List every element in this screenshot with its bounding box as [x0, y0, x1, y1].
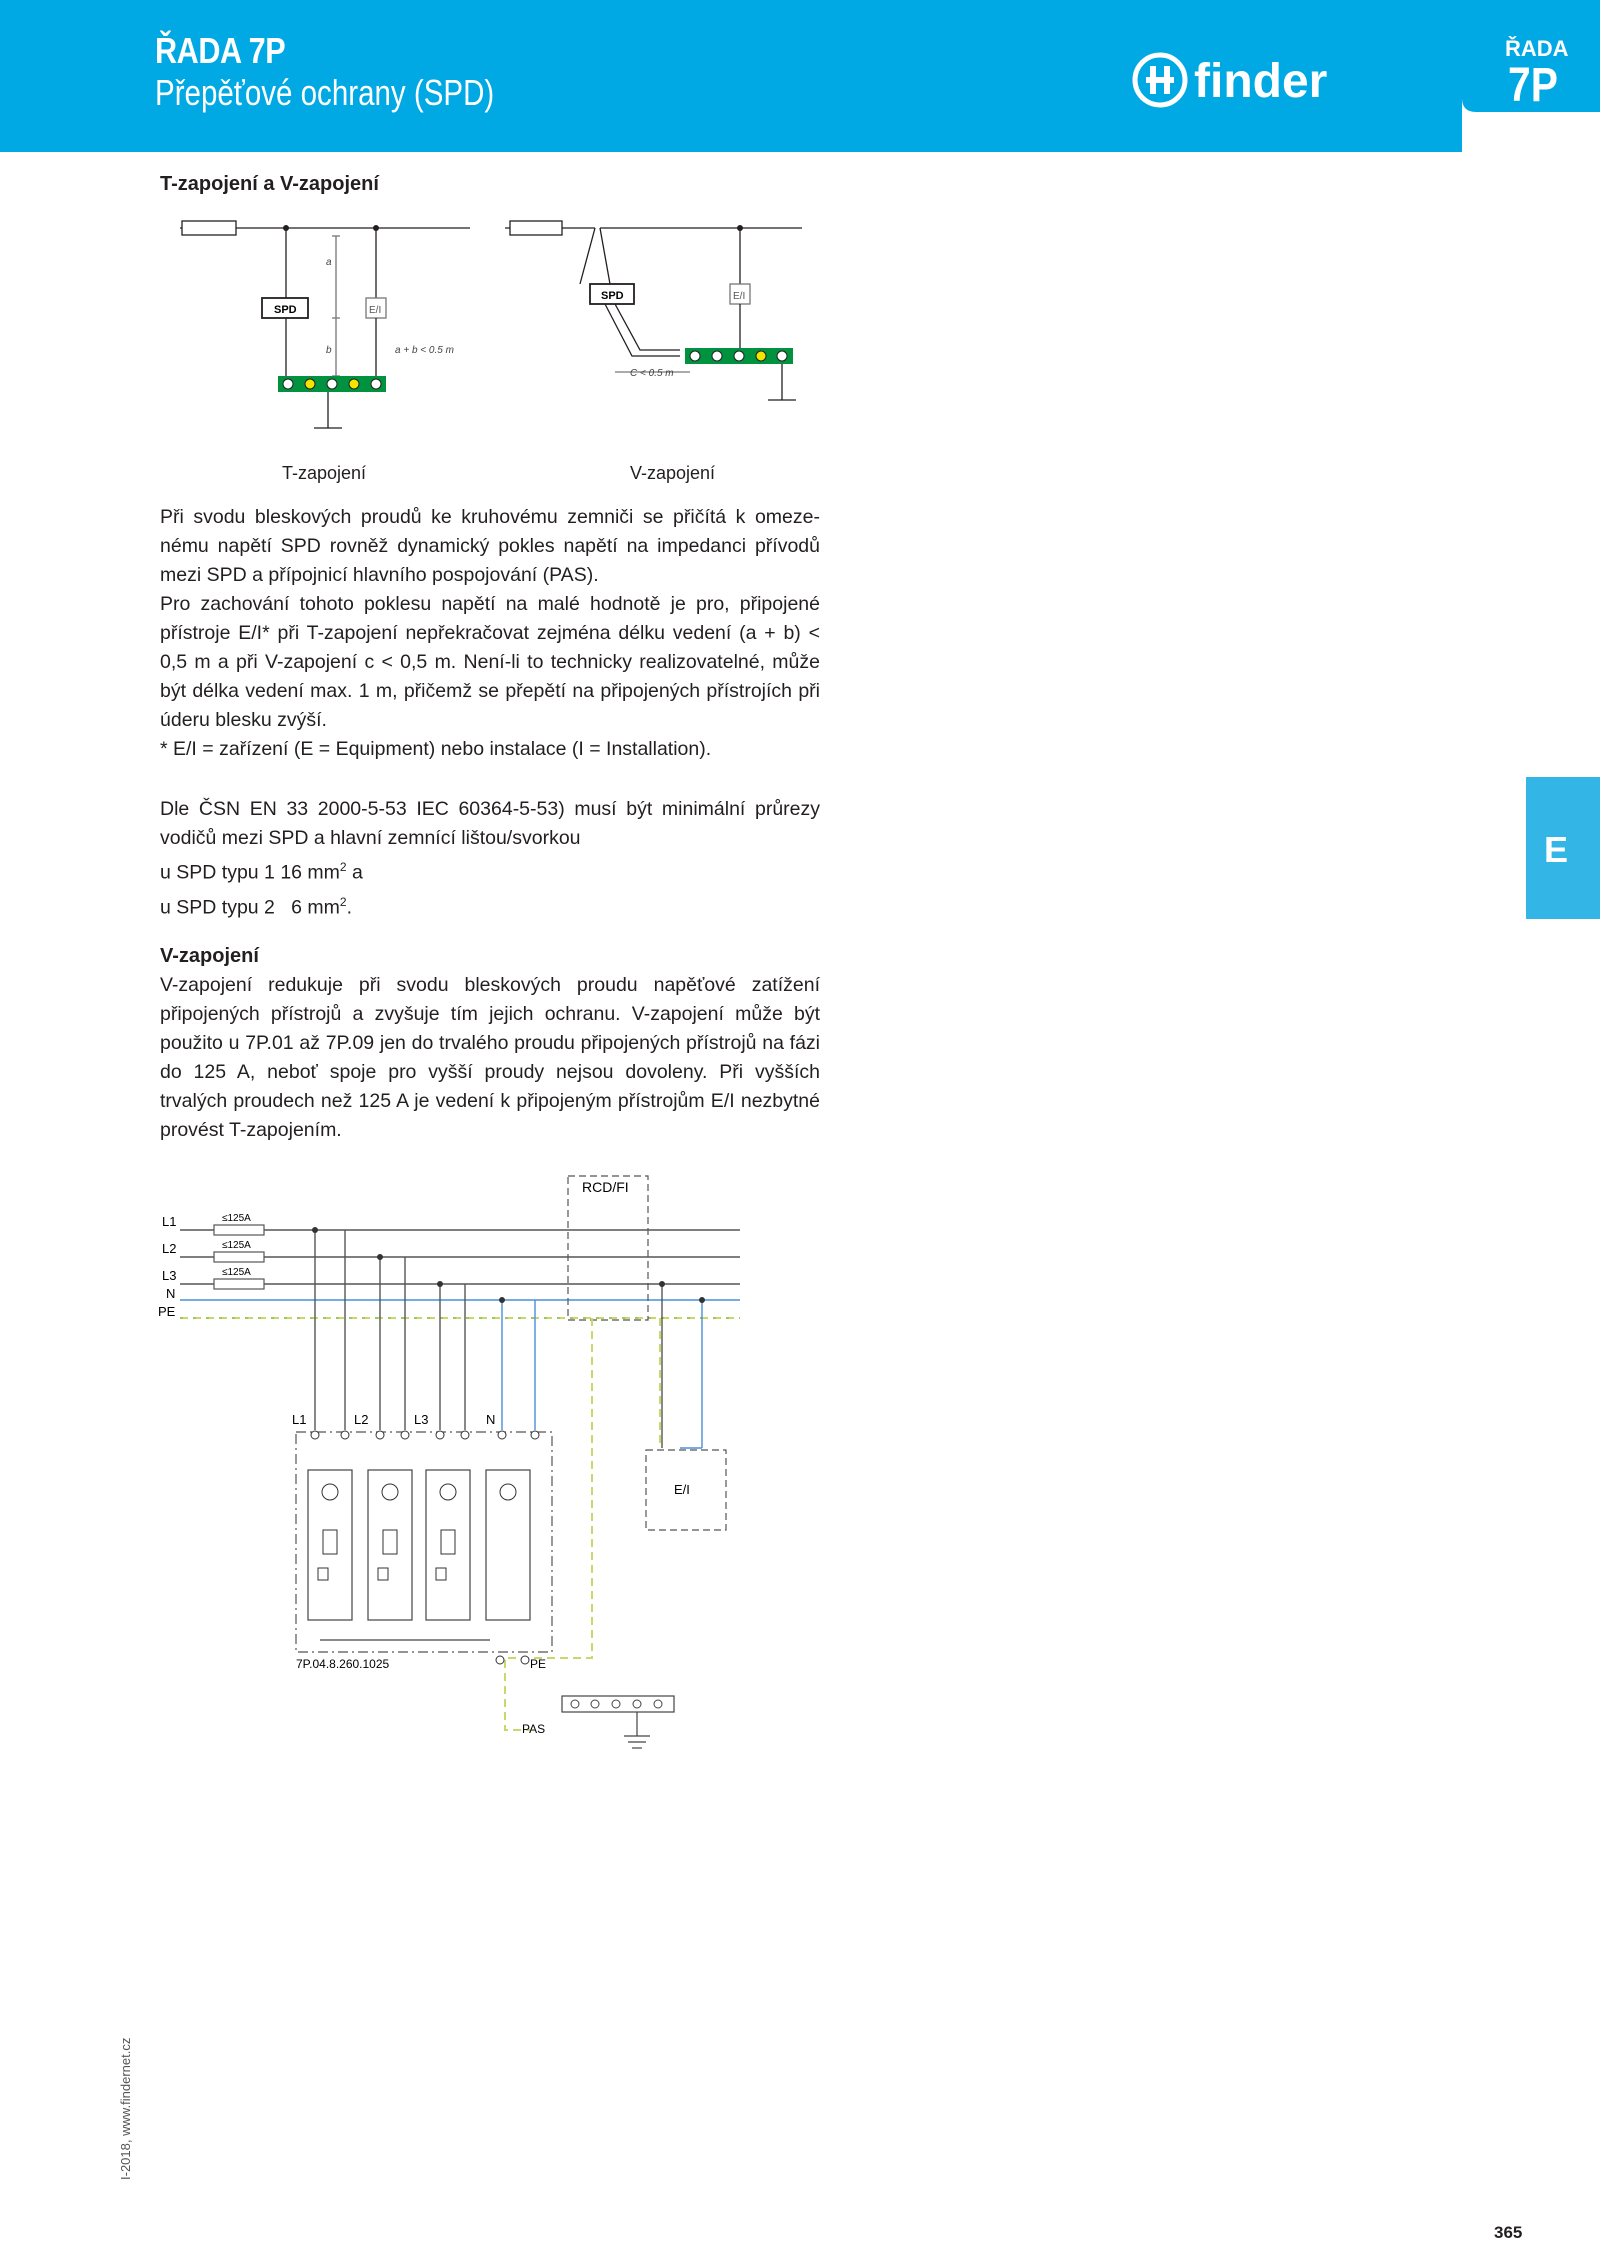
terminal-label-l1: L1 — [292, 1412, 307, 1427]
v-ei-label: E/I — [733, 291, 746, 302]
v-spd-label: SPD — [601, 290, 624, 302]
t-a-label: a — [326, 257, 332, 268]
t-spd-label: SPD — [274, 304, 297, 316]
pas-label: PAS — [522, 1722, 546, 1736]
section1-text — [160, 503, 820, 764]
page-number: 365 — [1494, 2223, 1523, 2242]
logo-wordmark: finder — [1194, 55, 1328, 108]
finder-logo-icon — [1132, 52, 1188, 108]
v-c-label: C < 0.5 m — [630, 368, 674, 379]
series-subtitle: Přepěťové ochrany (SPD) — [155, 72, 495, 113]
line-label-pe: PE — [158, 1304, 176, 1319]
terminal-label-n: N — [486, 1412, 496, 1427]
fuse-label: ≤125A — [222, 1267, 251, 1278]
rcd-label: RCD/FI — [582, 1179, 629, 1195]
line-label-n: N — [166, 1286, 176, 1301]
t-ab-label: a + b < 0.5 m — [395, 345, 454, 356]
section1-text-2 — [160, 795, 820, 922]
page-header — [0, 0, 1600, 152]
terminal-label-l3: L3 — [414, 1412, 429, 1427]
t-v-connection-diagram — [160, 200, 820, 430]
series-tab-label: ŘADA — [1505, 36, 1569, 61]
line-label-l3: L3 — [162, 1268, 177, 1283]
section-heading-t-v: T-zapojení a V-zapojení — [160, 173, 379, 195]
text-run: . — [346, 896, 353, 918]
t-b-label: b — [326, 345, 332, 356]
section-heading-v: V-zapojení — [160, 945, 259, 967]
caption-t: T-zapojení — [282, 463, 367, 483]
superscript: 2 — [339, 894, 347, 909]
paragraph: Dle ČSN EN 33 2000-5-53 IEC 60364-5-53) musí být minimální průrezy vodičů mezi SPD a hlavní zemnící lištou/svorkou — [160, 798, 820, 849]
text-run: u SPD typu 2 6 mm — [160, 896, 340, 918]
fuse-label: ≤125A — [222, 1240, 251, 1251]
text-run: a — [346, 861, 363, 884]
fuse-label: ≤125A — [222, 1213, 251, 1224]
line-label-l1: L1 — [162, 1214, 177, 1229]
paragraph: * E/I = zařízení (E = Equipment) nebo instalace (I = Installation). — [160, 738, 712, 760]
series-title: ŘADA 7P — [155, 30, 286, 71]
paragraph: Při svodu bleskových proudů ke kruhovému zemniči se přičítá k omeze-nému napětí SPD rovněž dynamický pokles napětí na impedanci přívodů mezi SPD a přípojnicí hlavního pospojování (PAS). — [160, 506, 820, 586]
paragraph — [160, 888, 820, 923]
pe-label: PE — [530, 1657, 547, 1671]
section2-text — [160, 971, 820, 1145]
chapter-tab — [1526, 777, 1600, 919]
paragraph — [160, 853, 820, 888]
t-ei-label: E/I — [369, 305, 382, 316]
caption-v: V-zapojení — [630, 463, 716, 483]
terminal-label-l2: L2 — [354, 1412, 369, 1427]
paragraph: Pro zachování tohoto poklesu napětí na malé hodnotě je pro, připojené přístroje E/I* při T-zapojení nepřekračovat zejména délku vedení (a + b) < 0,5 m a při V-zapojení c < 0,5 m. Není-li to technicky realizovatelné, může být délka vedení max. 1 m, přičemž se přepětí na připojených přístrojích při úderu blesku zvýší. — [160, 593, 820, 731]
finder-logo — [1132, 52, 1372, 122]
paragraph: V-zapojení redukuje při svodu bleskových proudu napěťové zatížení připojených přístrojů a zvyšuje tím jejich ochranu. V-zapojení může být použito u 7P.01 až 7P.09 jen do trvalého proudu připojených přístrojů na fázi do 125 A, neboť spoje pro vyšší proudy nejsou dovoleny. Při vyšších trvalých proudech než 125 A je vedení k připojeným přístrojům E/I nezbytné provést T-zapojením. — [160, 974, 820, 1141]
ei-box-label: E/I — [674, 1482, 690, 1497]
series-tab-code: 7P — [1508, 59, 1558, 112]
superscript: 2 — [339, 860, 347, 874]
part-number: 7P.04.8.260.1025 — [296, 1657, 390, 1671]
text-run: u SPD typu 1 16 mm — [160, 861, 340, 884]
v-connection-wiring-diagram — [150, 1170, 750, 1760]
line-label-l2: L2 — [162, 1241, 177, 1256]
chapter-tab-label: E — [1544, 829, 1569, 870]
footer-imprint: I-2018, www.findernet.cz — [118, 2037, 133, 2180]
